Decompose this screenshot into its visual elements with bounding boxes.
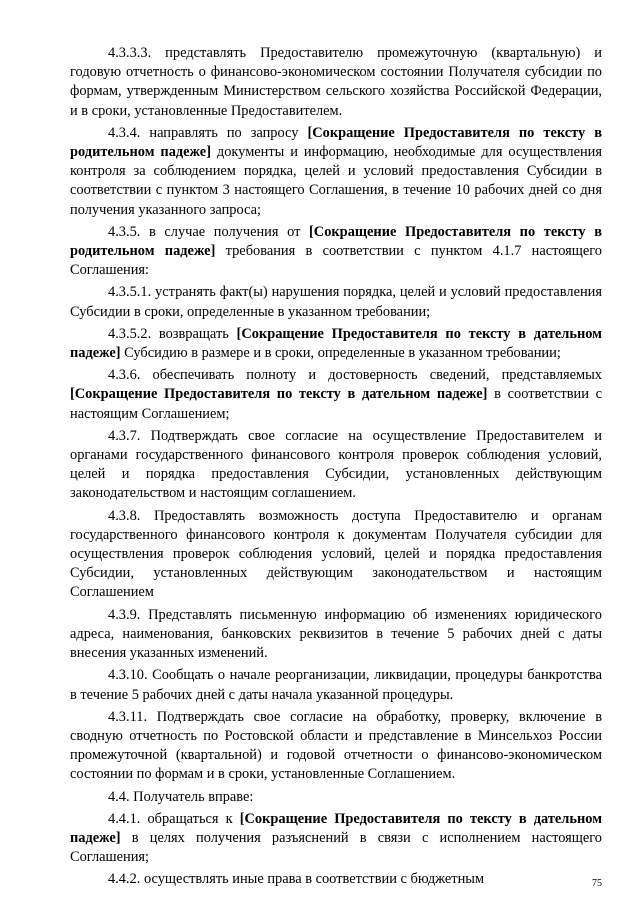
paragraph-4-3-8 [70, 507, 602, 603]
paragraph-text: 4.3.4. направлять по запросу [108, 124, 308, 141]
paragraph-text: документы и информацию, необходимые для осуществления контроля за соблюдением порядка, целей и условий предоставления Субсидии в соответствии с пунктом 3 настоящего Соглашения, в течение 10 рабочих дней со дня получения указанного запроса; [70, 144, 602, 218]
paragraph-text: 4.3.3.3. представлять Предоставителю промежуточную (квартальную) и годовую отчетность о финансово-экономическом состоянии Получателя субсидии по формам, утвержденным Министерством сельского хозяйства Российской Федерации, и в сроки, установленные Предоставителем. [70, 45, 602, 119]
paragraph-text: 4.3.8. Предоставлять возможность доступа Предоставителю и органам государственного финансового контроля к документам Получателя субсидии для осуществления проверок соблюдения условий, целей и порядка предоставления Субсидии, установленных действующим законодательством и настоящим Соглашением [70, 507, 602, 601]
paragraph-text: в соответствии с настоящим Соглашением; [70, 386, 602, 422]
placeholder-text: [Сокращение Предоставителя по тексту в дательном падеже] [70, 810, 603, 846]
paragraph-4-3-3-3 [70, 44, 602, 121]
paragraph-4-3-5-1 [70, 283, 602, 321]
paragraph-text: 4.3.6. обеспечивать полноту и достоверность сведений, представляемых [108, 367, 602, 384]
placeholder-text: [Сокращение Предоставителя по тексту в родительном падеже] [70, 223, 603, 260]
paragraph-text: в целях получения разъяснений в связи с исполнением настоящего Соглашения; [70, 829, 602, 866]
paragraph-text: Субсидию в размере и в сроки, определенные в указанном требовании; [120, 345, 561, 362]
paragraph-text: 4.4.2. осуществлять иные права в соответствии с бюджетным [108, 871, 485, 888]
document-body [70, 44, 602, 893]
paragraph-text: 4.3.7. Подтверждать свое согласие на осуществление Предоставителем и органами государственного финансового контроля проверок соблюдения условий, целей и порядка предоставления Субсидии, установленных действующим законодательством и настоящим соглашением. [70, 427, 602, 502]
paragraph-4-4-2 [70, 870, 602, 889]
paragraph-4-3-10 [70, 666, 602, 704]
paragraph-4-3-11 [70, 708, 602, 785]
paragraph-text: 4.3.5.2. возвращать [108, 325, 237, 342]
page-number: 75 [592, 878, 602, 889]
paragraph-4-4-1 [70, 810, 602, 868]
paragraph-text: 4.3.5.1. устранять факт(ы) нарушения порядка, целей и условий предоставления Субсидии в сроки, определенные в указанном требовании; [70, 284, 602, 320]
paragraph-4-3-5 [70, 223, 602, 281]
paragraph-text: 4.4.1. обращаться к [108, 810, 240, 827]
paragraph-text: 4.3.10. Сообщать о начале реорганизации, ликвидации, процедуры банкротства в течение 5 рабочих дней с даты начала указанной процедуры. [70, 667, 602, 703]
paragraph-text: 4.3.11. Подтверждать свое согласие на обработку, проверку, включение в сводную отчетность по Ростовской области и представление в Минсельхоз России промежуточной (квартальной) и годовой отчетности о финансово-экономическом состоянии по формам и в сроки, установленные Соглашением. [70, 708, 602, 783]
placeholder-text: [Сокращение Предоставителя по тексту в дательном падеже] [70, 386, 488, 403]
paragraph-text: 4.3.5. в случае получения от [108, 223, 310, 240]
paragraph-4-3-5-2 [70, 325, 602, 363]
paragraph-4-3-9 [70, 606, 602, 664]
paragraph-4-3-4 [70, 124, 602, 220]
paragraph-text: 4.3.9. Представлять письменную информацию об изменениях юридического адреса, наименования, банковских реквизитов в течение 5 рабочих дней с даты внесения указанных изменений. [70, 606, 602, 662]
paragraph-text: требования в соответствии с пунктом 4.1.7 настоящего Соглашения: [70, 243, 603, 279]
paragraph-4-3-7 [70, 427, 602, 504]
paragraph-4-4 [70, 788, 602, 807]
paragraph-4-3-6 [70, 366, 602, 424]
placeholder-text: [Сокращение Предоставителя по тексту в дательном падеже] [70, 325, 602, 362]
placeholder-text: [Сокращение Предоставителя по тексту в родительном падеже] [70, 124, 602, 161]
paragraph-text: 4.4. Получатель вправе: [108, 788, 254, 805]
